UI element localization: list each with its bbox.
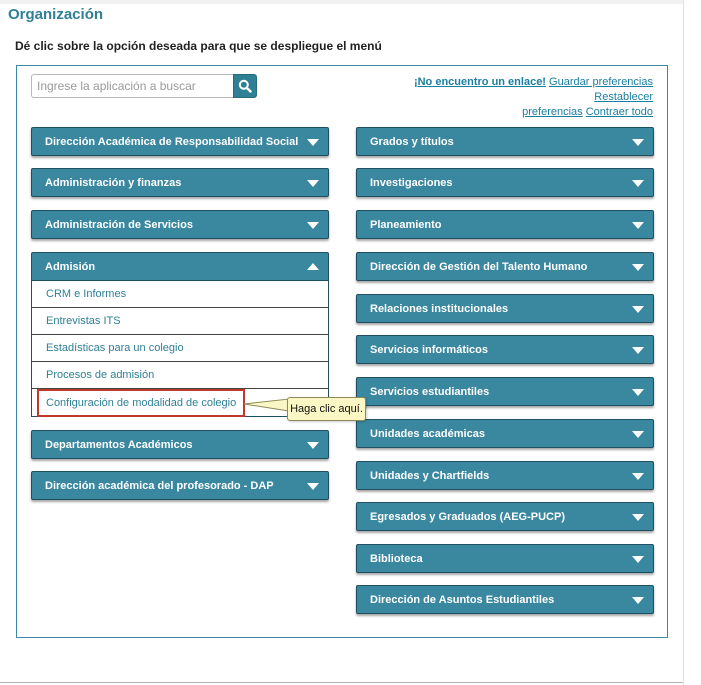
menu-label: Grados y títulos: [370, 135, 454, 148]
collapse-all-link[interactable]: Contraer todo: [585, 106, 653, 118]
chevron-down-icon: [632, 431, 644, 438]
menu-label: Unidades y Chartfields: [370, 469, 490, 482]
restore-preferences-link-part1[interactable]: Restablecer: [594, 91, 653, 103]
submenu-item-crm[interactable]: CRM e Informes: [32, 281, 328, 308]
menu-relaciones-institucionales[interactable]: [356, 294, 654, 323]
menu-responsabilidad-social[interactable]: [31, 127, 329, 156]
menu-talento-humano[interactable]: [356, 252, 654, 281]
menu-label: Planeamiento: [370, 218, 442, 231]
submenu-item-entrevistas[interactable]: Entrevistas ITS: [32, 308, 328, 335]
menu-panel: [16, 65, 668, 638]
menu-label: Departamentos Académicos: [45, 438, 193, 451]
page-title: Organización: [8, 6, 104, 23]
menu-administracion-finanzas[interactable]: [31, 168, 329, 197]
chevron-down-icon: [632, 180, 644, 187]
chevron-up-icon: [307, 263, 319, 270]
chevron-down-icon: [307, 222, 319, 229]
search-input[interactable]: [31, 74, 233, 98]
menu-planeamiento[interactable]: [356, 210, 654, 239]
chevron-down-icon: [307, 180, 319, 187]
menu-departamentos[interactable]: [31, 430, 329, 459]
tooltip: Haga clic aquí.: [287, 397, 366, 421]
chevron-down-icon: [632, 264, 644, 271]
chevron-down-icon: [632, 306, 644, 313]
chevron-down-icon: [632, 389, 644, 396]
menu-label: Dirección de Asuntos Estudiantiles: [370, 593, 555, 606]
preferences-links: [363, 75, 653, 120]
chevron-down-icon: [307, 442, 319, 449]
chevron-down-icon: [307, 139, 319, 146]
chevron-down-icon: [632, 473, 644, 480]
save-preferences-link[interactable]: Guardar preferencias: [549, 76, 653, 88]
menu-investigaciones[interactable]: [356, 168, 654, 197]
menu-biblioteca[interactable]: [356, 544, 654, 573]
not-found-link[interactable]: ¡No encuentro un enlace!: [413, 76, 546, 88]
menu-label: Investigaciones: [370, 176, 453, 189]
menu-label: Dirección académica del profesorado - DAP: [45, 479, 274, 492]
menu-servicios-informaticos[interactable]: [356, 335, 654, 364]
tooltip-pointer: [244, 398, 290, 414]
search-button[interactable]: [233, 74, 257, 98]
bottom-rule: [0, 682, 683, 683]
instruction-text: Dé clic sobre la opción deseada para que se despliegue el menú: [15, 39, 382, 53]
chevron-down-icon: [632, 347, 644, 354]
search-icon: [238, 79, 252, 93]
menu-admision[interactable]: [31, 252, 329, 281]
chevron-down-icon: [307, 483, 319, 490]
menu-label: Dirección Académica de Responsabilidad Social: [45, 135, 299, 148]
menu-egresados[interactable]: [356, 502, 654, 531]
chevron-down-icon: [632, 556, 644, 563]
chevron-down-icon: [632, 139, 644, 146]
chevron-down-icon: [632, 514, 644, 521]
right-edge: [683, 0, 684, 685]
menu-label: Biblioteca: [370, 552, 423, 565]
restore-preferences-link-part2[interactable]: preferencias: [522, 106, 583, 118]
submenu-item-configuracion[interactable]: Configuración de modalidad de colegio: [46, 396, 237, 409]
admision-submenu: [31, 281, 329, 417]
submenu-item-estadisticas[interactable]: Estadísticas para un colegio: [32, 335, 328, 362]
menu-dap[interactable]: [31, 471, 329, 500]
menu-label: Administración de Servicios: [45, 218, 193, 231]
menu-label: Dirección de Gestión del Talento Humano: [370, 260, 588, 273]
menu-administracion-servicios[interactable]: [31, 210, 329, 239]
menu-label: Servicios informáticos: [370, 343, 488, 356]
menu-label: Egresados y Graduados (AEG-PUCP): [370, 510, 565, 523]
menu-label: Admisión: [45, 260, 96, 273]
menu-unidades-academicas[interactable]: [356, 419, 654, 448]
menu-asuntos-estudiantiles[interactable]: [356, 585, 654, 614]
menu-label: Unidades académicas: [370, 427, 485, 440]
menu-label: Administración y finanzas: [45, 176, 182, 189]
menu-grados-titulos[interactable]: [356, 127, 654, 156]
submenu-item-procesos[interactable]: Procesos de admisión: [32, 362, 328, 389]
menu-unidades-chartfields[interactable]: [356, 461, 654, 490]
menu-servicios-estudiantiles[interactable]: [356, 377, 654, 406]
menu-label: Relaciones institucionales: [370, 302, 509, 315]
chevron-down-icon: [632, 222, 644, 229]
top-shade: [0, 0, 683, 4]
chevron-down-icon: [632, 597, 644, 604]
menu-label: Servicios estudiantiles: [370, 385, 490, 398]
